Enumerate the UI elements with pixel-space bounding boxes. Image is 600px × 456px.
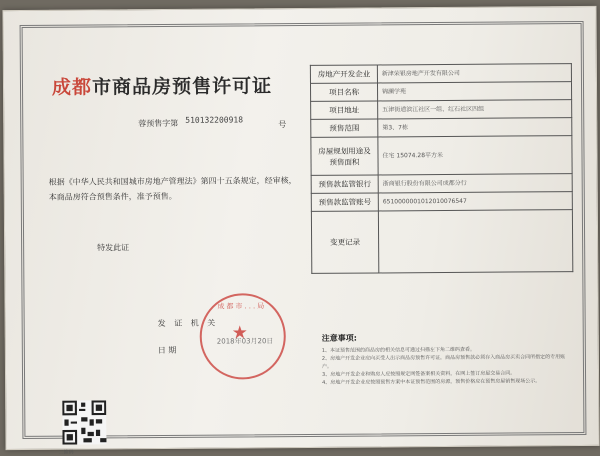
note-item: 1、本证预售范围的商品房的相关信息可通过扫描左下角二维码查看。	[321, 346, 476, 354]
row-value: 锦澜学苑	[377, 82, 571, 101]
row-value: 第3、7栋	[378, 118, 572, 137]
row-label: 变更记录	[311, 211, 378, 273]
table-row	[311, 118, 572, 138]
table-row	[311, 192, 572, 212]
notes-section	[322, 331, 572, 387]
presale-no-label: 蓉预售字第	[138, 118, 179, 129]
row-label: 房屋规划用途及预售面积	[311, 137, 378, 175]
table-row	[310, 82, 571, 102]
notes-title: 注意事项:	[321, 333, 358, 343]
table-row	[311, 174, 572, 194]
certificate-title	[52, 71, 272, 100]
certificate-body-text: 根据《中华人民共和国城市房地产管理法》第四十五条规定，经审核，本商品房符合预售条件，准予预售。	[48, 176, 297, 202]
row-label: 房地产开发企业	[310, 65, 377, 83]
note-item: 2、房地产开发企业应向买受人出示商品房预售许可证，商品房预售款必须存入商品房买卖合同所指定的专用账户。	[321, 354, 566, 370]
certificate-paper	[2, 6, 599, 456]
note-item: 4、房地产开发企业应按照预售方案中本证预售范围的房源，预售价格应在预售房屋销售现场公示。	[322, 378, 541, 386]
table-row	[311, 210, 572, 274]
row-value: 五津街道滨江社区一组、红石社区四组	[378, 100, 572, 119]
info-table	[310, 63, 573, 274]
row-label: 项目地址	[311, 101, 378, 119]
date-label: 日 期	[157, 345, 177, 356]
row-value: 6510000001012010076547	[378, 192, 572, 211]
date-value: 2018年03月20日	[216, 337, 274, 346]
row-value: 浙商银行股份有限公司成都分行	[378, 174, 572, 193]
notes-list	[322, 345, 572, 387]
issuer-label: 发 证 机 关	[157, 318, 219, 329]
row-label: 预售款监管账号	[311, 193, 378, 211]
qr-code-icon	[62, 400, 106, 444]
table-row	[311, 100, 572, 120]
certificate-left-panel	[30, 49, 297, 456]
special-notice: 特发此证	[97, 243, 130, 253]
row-label: 预售款监管银行	[311, 175, 378, 193]
seal-star-icon: ★	[231, 322, 248, 344]
row-value	[378, 210, 572, 273]
row-label: 预售范围	[311, 119, 378, 137]
qr-caption: 二维码	[58, 449, 74, 456]
note-item: 3、房地产开发企业和购房人应按照规定网签备案相关资料，在网上签订房屋交易合同。	[322, 370, 516, 378]
table-row	[311, 136, 572, 176]
title-text: 市商品房预售许可证	[91, 75, 273, 99]
row-value: 住宅 15074.28平方米	[378, 136, 572, 175]
presale-no: 510132200918	[185, 115, 244, 125]
title-city: 成都	[51, 76, 93, 99]
seal-text: 成都市...局	[217, 302, 267, 311]
presale-no-suffix: 号	[278, 120, 287, 130]
row-value: 新津荣银房地产开发有限公司	[377, 64, 571, 83]
row-label: 项目名称	[310, 83, 377, 101]
table-row	[310, 64, 571, 84]
